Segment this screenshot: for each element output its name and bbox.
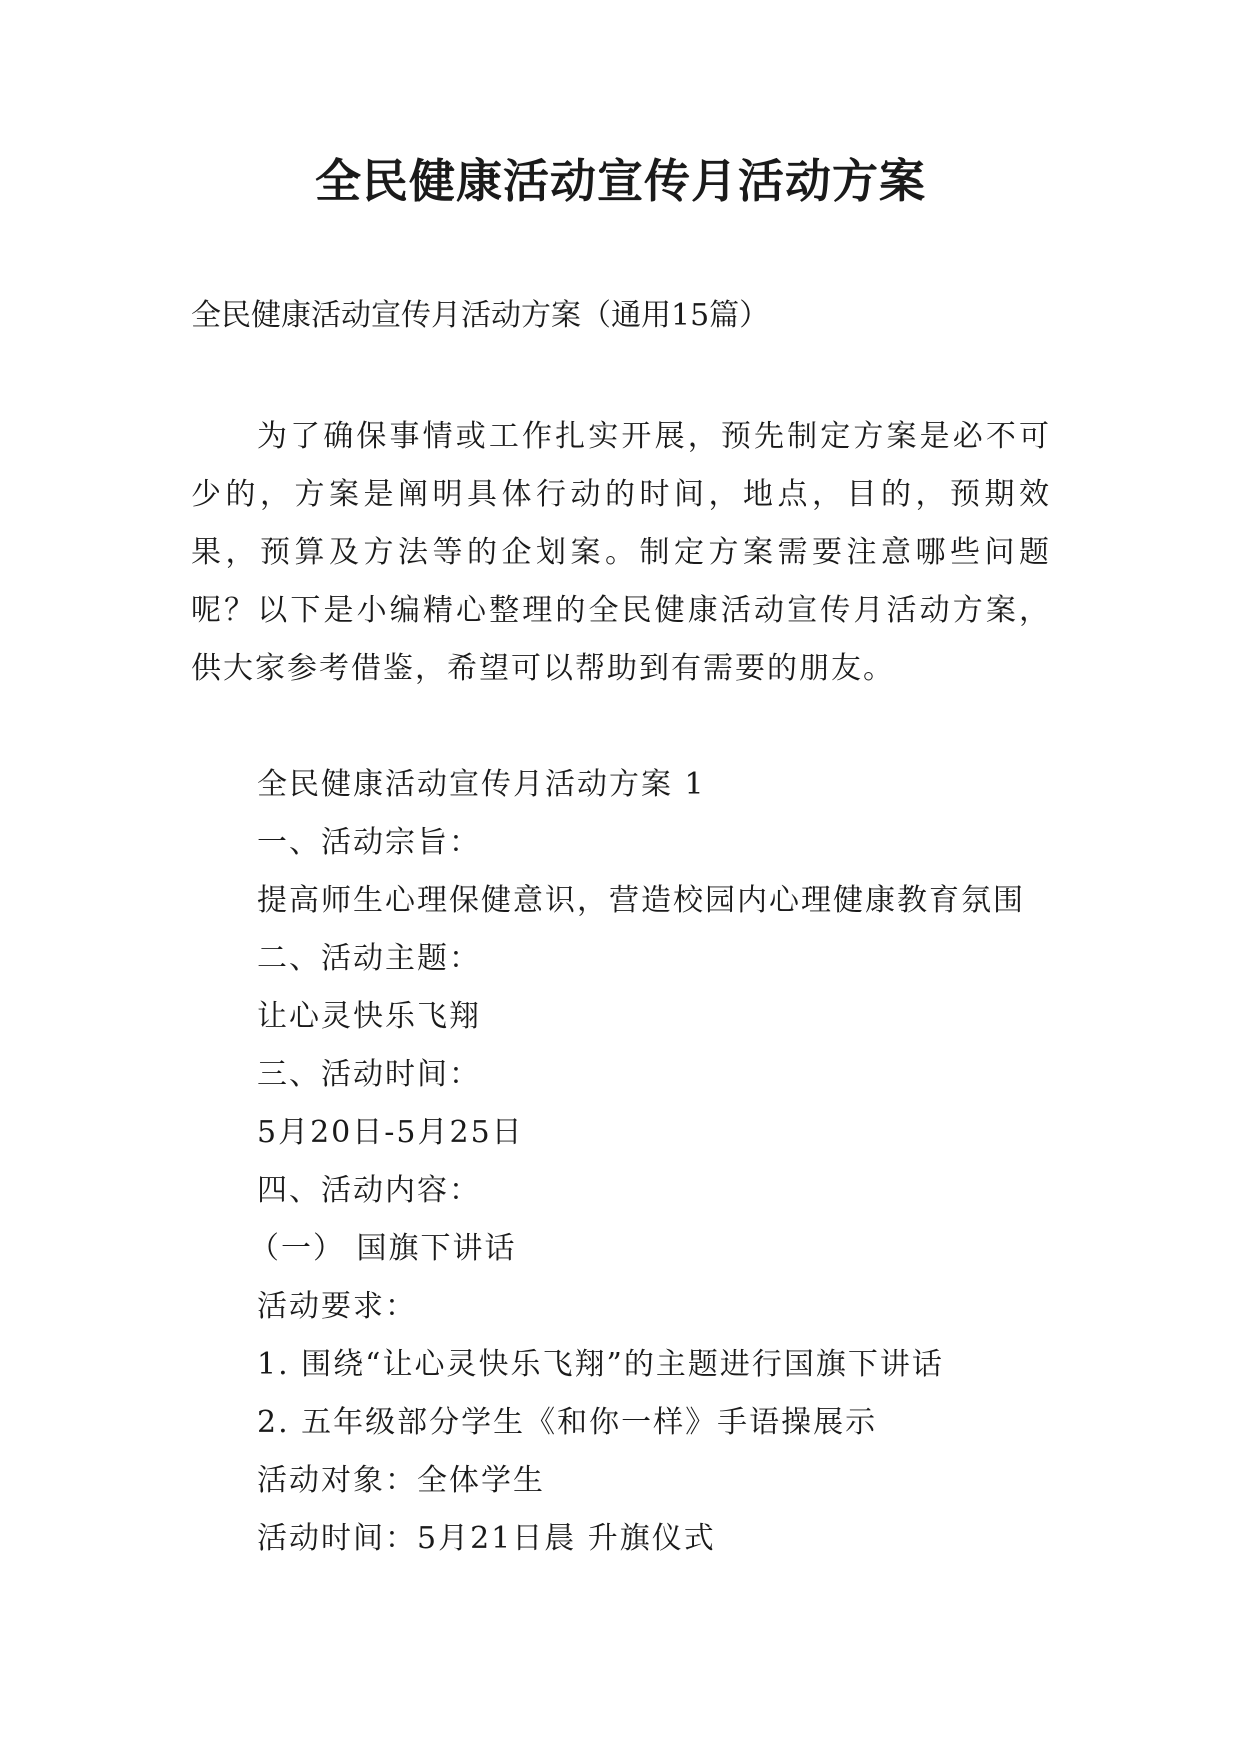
- section-line: 活动对象：全体学生: [257, 1463, 545, 1498]
- plan-section: [249, 756, 1025, 1568]
- section-heading: 全民健康活动宣传月活动方案 1: [257, 767, 706, 802]
- document-subtitle: 全民健康活动宣传月活动方案（通用15篇）: [191, 298, 770, 333]
- section-line: （一） 国旗下讲话: [249, 1231, 517, 1266]
- section-line: 5月20日-5月25日: [257, 1115, 524, 1150]
- section-line: 活动要求：: [257, 1289, 417, 1324]
- section-line: 四、活动内容：: [257, 1173, 481, 1208]
- section-line: 三、活动时间：: [257, 1057, 481, 1092]
- section-line: 一、活动宗旨：: [257, 825, 481, 860]
- section-line: 二、活动主题：: [257, 941, 481, 976]
- section-line: 让心灵快乐飞翔: [257, 999, 481, 1034]
- section-line: 提高师生心理保健意识，营造校园内心理健康教育氛围: [257, 883, 1025, 918]
- intro-paragraph: 为了确保事情或工作扎实开展，预先制定方案是必不可少的，方案是阐明具体行动的时间，地点，目的，预期效果，预算及方法等的企划案。制定方案需要注意哪些问题呢？以下是小编精心整理的全民健康活动宣传月活动方案，供大家参考借鉴，希望可以帮助到有需要的朋友。: [191, 419, 1051, 686]
- section-line: 活动时间：5月21日晨 升旗仪式: [257, 1521, 716, 1556]
- document-title: 全民健康活动宣传月活动方案: [315, 154, 926, 208]
- section-line: 2. 五年级部分学生《和你一样》手语操展示: [257, 1405, 878, 1440]
- section-line: 1. 围绕“让心灵快乐飞翔”的主题进行国旗下讲话: [257, 1347, 944, 1382]
